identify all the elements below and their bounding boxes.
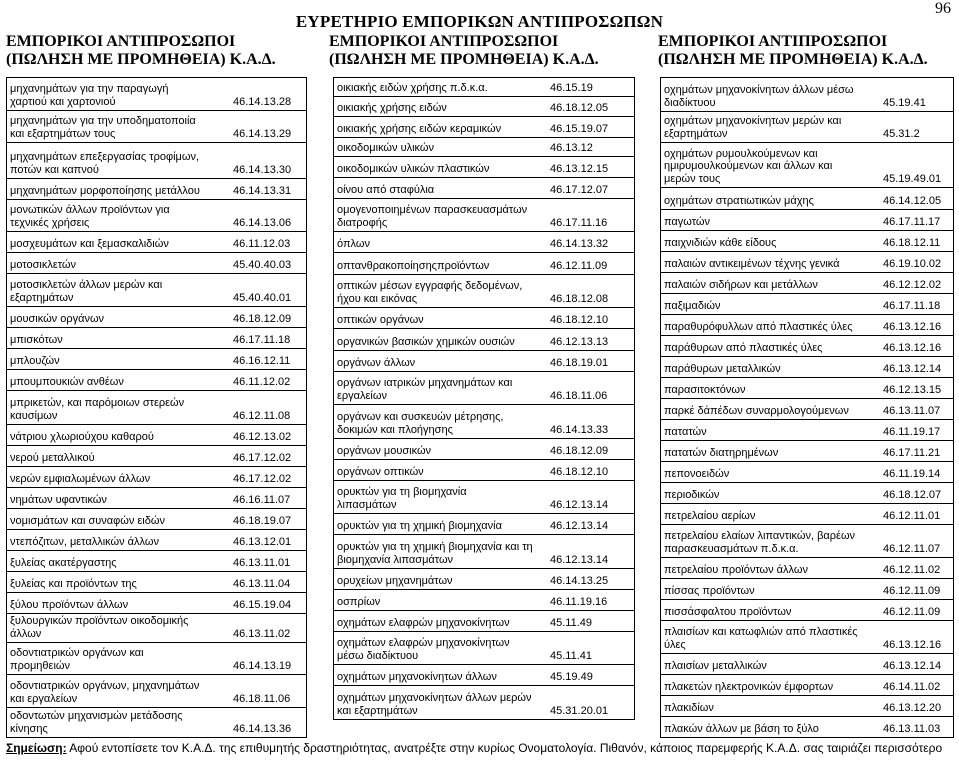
entry-code: 46.13.12.14 <box>883 659 942 672</box>
entry-name: παγωτών <box>664 215 711 228</box>
entry-name: ξύλου προϊόντων άλλων <box>10 598 129 611</box>
index-entry <box>661 252 953 273</box>
index-entry <box>661 462 953 483</box>
page-title: ΕΥΡΕΤΗΡΙΟ ΕΜΠΟΡΙΚΩΝ ΑΝΤΙΠΡΟΣΩΠΩΝ <box>295 12 664 31</box>
index-entry <box>334 232 634 253</box>
entry-code: 46.17.11.21 <box>883 446 941 459</box>
index-entry <box>661 579 953 600</box>
entry-name: μηχανημάτων για την υποδηματοποιία και εξαρτημάτων τους <box>10 115 196 140</box>
entry-name: οχημάτων ρυμουλκούμενων και ημιρυμουλκούμενων και άλλων και μερών τους <box>664 147 833 185</box>
entry-name: οδοντωτών μηχανισμών μετάδοσης κίνησης <box>10 710 183 735</box>
entry-code: 46.16.11.07 <box>233 493 291 506</box>
entry-name: παξιμαδιών <box>664 299 721 312</box>
entry-code: 46.11.19.16 <box>550 595 608 608</box>
entry-code: 45.40.40.01 <box>233 291 292 304</box>
entry-name: νάτριου χλωριούχου καθαρού <box>10 430 154 443</box>
entry-name: πλακιδίων <box>664 701 714 714</box>
entry-name: ορυκτών για τη βιομηχανία λιπασμάτων <box>337 486 467 511</box>
entry-code: 46.14.13.32 <box>550 237 609 250</box>
entry-code: 46.12.13.02 <box>233 430 292 443</box>
index-entry <box>7 467 306 488</box>
entry-code: 45.31.20.01 <box>550 704 609 717</box>
entry-name: ντεπόζιτων, μεταλλικών άλλων <box>10 535 159 548</box>
index-entry <box>334 460 634 481</box>
entry-code: 46.12.11.09 <box>883 605 941 618</box>
entry-code: 46.19.10.02 <box>883 257 942 270</box>
entry-name: οργάνων άλλων <box>337 356 416 369</box>
entry-code: 46.12.11.09 <box>883 584 941 597</box>
entry-code: 46.13.12.16 <box>883 341 942 354</box>
index-entry <box>7 200 306 232</box>
entry-name: ξυλουργικών προϊόντων οικοδομικής άλλων <box>10 615 189 640</box>
entry-name: περιοδικών <box>664 488 720 501</box>
index-entry <box>7 253 306 274</box>
entry-code: 46.12.11.01 <box>883 509 941 522</box>
index-entry <box>661 231 953 252</box>
index-entry <box>661 717 953 737</box>
entry-code: 46.18.11.06 <box>550 389 608 402</box>
entry-code: 46.15.19.07 <box>550 122 609 135</box>
index-entry <box>334 78 634 97</box>
index-entry <box>334 535 634 569</box>
entry-name: παιχνιδιών κάθε είδους <box>664 236 777 249</box>
entry-code: 46.12.11.08 <box>233 409 291 422</box>
entry-code: 46.14.13.06 <box>233 216 292 229</box>
entry-name: πατατών <box>664 425 707 438</box>
entry-name: οπτικών οργάνων <box>337 313 424 326</box>
entry-name: οχημάτων μηχανοκίνητων άλλων μερών και εξαρτημάτων <box>337 692 532 717</box>
entry-code: 46.14.13.25 <box>550 574 609 587</box>
entry-name: οίνου από σταφύλια <box>337 183 435 196</box>
index-entry <box>334 665 634 686</box>
entry-code: 45.19.49 <box>550 670 593 683</box>
index-column-2 <box>333 77 635 720</box>
index-entry <box>7 593 306 614</box>
footnote-text: Αφού εντοπίσετε τον Κ.Α.Δ. της επιθυμητής δραστηριότητας, ανατρέξτε στην κυρίως Ονοματολογία. Πιθανόν, κάποιος παρεμφερής Κ.Α.Δ. σας ταιριάζει περισσότερο <box>66 741 943 755</box>
entry-code: 46.13.11.02 <box>233 627 291 640</box>
entry-code: 46.13.12.15 <box>550 162 609 175</box>
entry-code: 46.17.12.02 <box>233 472 292 485</box>
entry-name: νερού μεταλλικού <box>10 451 95 464</box>
entry-code: 46.14.11.02 <box>883 680 941 693</box>
index-entry <box>7 488 306 509</box>
entry-code: 46.13.11.01 <box>233 556 291 569</box>
entry-code: 46.17.11.16 <box>550 216 608 229</box>
index-entry <box>334 590 634 611</box>
entry-name: οικιακής ειδών χρήσης π.δ.κ.α. <box>337 81 488 94</box>
index-entry <box>7 643 306 675</box>
index-entry <box>661 600 953 621</box>
entry-code: 46.12.13.13 <box>550 335 609 348</box>
entry-name: παρκέ δάπέδων συναρμολογούμενων <box>664 404 849 417</box>
index-entry <box>334 405 634 439</box>
entry-code: 46.12.13.14 <box>550 519 609 532</box>
entry-name: οδοντιατρικών οργάνων, μηχανημάτων και εργαλείων <box>10 680 200 705</box>
index-entry <box>334 157 634 178</box>
entry-code: 46.18.19.07 <box>233 514 292 527</box>
entry-code: 46.14.13.28 <box>233 95 292 108</box>
index-entry <box>7 572 306 593</box>
footnote-lead: Σημείωση: <box>6 741 67 755</box>
entry-code: 46.17.11.18 <box>233 333 291 346</box>
index-entry <box>661 378 953 399</box>
entry-name: πλαισίων και κατωφλιών από πλαστικές ύλες <box>664 626 858 651</box>
entry-name: οχημάτων μηχανοκίνητων άλλων <box>337 670 497 683</box>
entry-code: 46.12.11.07 <box>883 542 941 555</box>
index-entry <box>334 253 634 275</box>
entry-name: ξυλείας ακατέργαστης <box>10 556 117 569</box>
index-entry <box>7 551 306 572</box>
index-entry <box>334 439 634 460</box>
index-entry <box>661 558 953 579</box>
entry-code: 46.15.19.04 <box>233 598 292 611</box>
entry-code: 46.11.12.02 <box>233 375 291 388</box>
index-entry <box>334 138 634 157</box>
index-entry <box>7 232 306 253</box>
index-entry <box>661 143 953 188</box>
index-entry <box>334 372 634 405</box>
entry-name: παράθυρων μεταλλικών <box>664 362 781 375</box>
entry-name: ομογενοποιημένων παρασκευασμάτων διατροφής <box>337 204 528 229</box>
column-header-line1: ΕΜΠΟΡΙΚΟΙ ΑΝΤΙΠΡΟΣΩΠΟΙ <box>6 33 236 50</box>
index-entry <box>334 117 634 138</box>
index-entry <box>334 329 634 351</box>
index-entry <box>334 514 634 535</box>
entry-code: 45.40.40.03 <box>233 258 292 271</box>
entry-code: 46.13.11.07 <box>883 404 941 417</box>
index-entry <box>7 675 306 708</box>
entry-name: μηχανημάτων μορφοποίησης μετάλλου <box>10 184 200 197</box>
index-entry <box>661 78 953 112</box>
entry-name: ορυκτών για τη χημική βιομηχανία <box>337 519 502 532</box>
entry-code: 45.11.41 <box>550 649 593 662</box>
entry-code: 46.11.19.14 <box>883 467 941 480</box>
index-entry <box>334 199 634 232</box>
index-entry <box>661 696 953 717</box>
entry-name: πλακών άλλων με βάση το ξύλο <box>664 722 819 735</box>
entry-name: οχημάτων στρατιωτικών μάχης <box>664 194 814 207</box>
index-column-1 <box>6 77 307 738</box>
entry-code: 46.12.13.14 <box>550 553 609 566</box>
entry-code: 46.13.12.14 <box>883 362 942 375</box>
entry-code: 46.11.12.03 <box>233 237 291 250</box>
index-entry <box>7 274 306 307</box>
entry-code: 46.14.13.31 <box>233 184 292 197</box>
entry-name: νομισμάτων και συναφών ειδών <box>10 514 165 527</box>
index-entry <box>7 614 306 643</box>
entry-code: 46.14.13.29 <box>233 127 292 140</box>
entry-name: νερών εμφιαλωμένων άλλων <box>10 472 151 485</box>
entry-name: ορυχείων μηχανημάτων <box>337 574 453 587</box>
entry-code: 46.12.11.09 <box>550 259 608 272</box>
entry-code: 46.18.12.11 <box>883 236 941 249</box>
entry-code: 46.12.13.14 <box>550 498 609 511</box>
index-entry <box>7 446 306 467</box>
entry-name: οργάνων ιατρικών μηχανημάτων και εργαλείων <box>337 377 513 402</box>
entry-name: οχημάτων ελαφρών μηχανοκίνητων <box>337 616 510 629</box>
index-entry <box>7 391 306 425</box>
entry-code: 46.15.19 <box>550 81 593 94</box>
entry-name: οικοδομικών υλικών πλαστικών <box>337 162 490 175</box>
index-entry <box>661 188 953 210</box>
column-header-line2: (ΠΩΛΗΣΗ ΜΕ ΠΡΟΜΗΘΕΙΑ) Κ.Α.Δ. <box>329 51 599 68</box>
entry-name: οικιακής χρήσης ειδών <box>337 101 447 114</box>
index-entry <box>7 370 306 391</box>
entry-code: 46.12.11.02 <box>883 563 941 576</box>
index-entry <box>334 178 634 199</box>
index-entry <box>7 349 306 370</box>
entry-name: μοσχευμάτων και ξεμασκαλιδιών <box>10 237 169 250</box>
index-entry <box>7 111 306 143</box>
entry-code: 46.17.11.18 <box>883 299 941 312</box>
entry-code: 46.18.11.06 <box>233 692 291 705</box>
entry-name: παρασιτοκτόνων <box>664 383 746 396</box>
entry-name: οικιακής χρήσης ειδών κεραμικών <box>337 122 502 135</box>
entry-name: μπρικετών, και παρόμοιων στερεών καυσίμων <box>10 397 185 422</box>
entry-name: οσπρίων <box>337 595 381 608</box>
entry-name: οργάνων οπτικών <box>337 465 424 478</box>
entry-code: 46.18.12.10 <box>550 465 609 478</box>
entry-code: 46.13.12 <box>550 141 593 154</box>
entry-name: πετρελαίου ελαίων λιπαντικών, βαρέων παρασκευασμάτων π.δ.κ.α. <box>664 530 856 555</box>
footnote <box>6 741 956 756</box>
entry-name: ορυκτών για τη χημική βιομηχανία και τη βιομηχανία λιπασμάτων <box>337 541 533 566</box>
index-entry <box>661 336 953 357</box>
entry-name: παλαιών αντικειμένων τέχνης γενικά <box>664 257 840 270</box>
entry-code: 45.11.49 <box>550 616 593 629</box>
entry-name: μηχανημάτων για την παραγωγή χαρτιού και χαρτονιού <box>10 83 169 108</box>
index-entry <box>334 611 634 632</box>
column-header-line1: ΕΜΠΟΡΙΚΟΙ ΑΝΤΙΠΡΟΣΩΠΟΙ <box>329 33 559 50</box>
entry-code: 46.13.12.01 <box>233 535 292 548</box>
entry-name: πισσάσφαλτου προϊόντων <box>664 605 792 618</box>
index-entry <box>661 112 953 143</box>
index-entry <box>7 509 306 530</box>
entry-name: πίσσας προϊόντων <box>664 584 755 597</box>
entry-name: πετρελαίου προϊόντων άλλων <box>664 563 808 576</box>
entry-name: όπλων <box>337 237 370 250</box>
index-entry <box>7 328 306 349</box>
index-entry <box>661 621 953 654</box>
entry-name: μπουμπουκιών ανθέων <box>10 375 124 388</box>
entry-code: 46.18.12.07 <box>883 488 942 501</box>
index-entry <box>661 315 953 336</box>
entry-name: οικοδομικών υλικών <box>337 141 434 154</box>
entry-name: παλαιών σιδήρων και μετάλλων <box>664 278 818 291</box>
entry-name: ξυλείας και προϊόντων της <box>10 577 137 590</box>
index-entry <box>661 294 953 315</box>
entry-name: πλαισίων μεταλλικών <box>664 659 767 672</box>
entry-name: μηχανημάτων επεξεργασίας τροφίμων, ποτών και καπνού <box>10 151 200 176</box>
entry-name: οπτικών μέσων εγγραφής δεδομένων, ήχου και εικόνας <box>337 280 523 305</box>
index-entry <box>661 420 953 441</box>
entry-code: 46.17.12.02 <box>233 451 292 464</box>
page-number: 96 <box>935 0 951 17</box>
index-entry <box>7 530 306 551</box>
entry-code: 46.14.13.33 <box>550 423 609 436</box>
entry-name: πλακετών ηλεκτρονικών έμφορτων <box>664 680 834 693</box>
index-entry <box>661 675 953 696</box>
entry-name: οχημάτων μηχανοκίνητων άλλων μέσω διαδίκτυου <box>664 84 854 109</box>
index-entry <box>334 97 634 117</box>
column-header-line2: (ΠΩΛΗΣΗ ΜΕ ΠΡΟΜΗΘΕΙΑ) Κ.Α.Δ. <box>6 51 276 68</box>
index-entry <box>334 308 634 329</box>
index-entry <box>661 399 953 420</box>
entry-code: 45.31.2 <box>883 127 920 140</box>
entry-code: 46.17.11.17 <box>883 215 941 228</box>
index-entry <box>334 275 634 308</box>
index-entry <box>661 357 953 378</box>
entry-code: 46.13.11.03 <box>883 722 941 735</box>
entry-code: 45.19.49.01 <box>883 172 942 185</box>
index-entry <box>661 441 953 462</box>
index-entry <box>661 273 953 294</box>
entry-name: οργάνων και συσκευών μέτρησης, δοκιμών και πλοήγησης <box>337 411 504 436</box>
entry-name: οργανικών βασικών χημικών ουσιών <box>337 335 515 348</box>
entry-code: 46.18.12.09 <box>550 444 609 457</box>
index-column-3 <box>660 77 954 738</box>
entry-code: 46.11.19.17 <box>883 425 941 438</box>
entry-code: 46.14.13.36 <box>233 722 292 735</box>
entry-code: 46.16.12.11 <box>233 354 291 367</box>
entry-code: 46.18.12.05 <box>550 101 609 114</box>
index-entry <box>7 425 306 446</box>
entry-name: μπισκότων <box>10 333 63 346</box>
entry-name: πατατών διατηρημένων <box>664 446 779 459</box>
index-entry <box>661 654 953 675</box>
entry-code: 46.17.12.07 <box>550 183 609 196</box>
entry-name: μπλουζών <box>10 354 60 367</box>
entry-name: οχημάτων μηχανοκίνητων μερών και εξαρτημάτων <box>664 115 842 140</box>
column-header-line2: (ΠΩΛΗΣΗ ΜΕ ΠΡΟΜΗΘΕΙΑ) Κ.Α.Δ. <box>658 51 928 68</box>
index-entry <box>661 525 953 558</box>
entry-code: 46.14.13.19 <box>233 659 292 672</box>
entry-name: πετρελαίου αερίων <box>664 509 756 522</box>
entry-name: οπτανθρακοποίησηςπροϊόντων <box>337 259 490 272</box>
index-entry <box>661 210 953 231</box>
entry-name: παραθυρόφυλλων από πλαστικές ύλες <box>664 320 853 333</box>
entry-name: μοτοσικλετών άλλων μερών και εξαρτημάτων <box>10 279 163 304</box>
entry-name: νημάτων υφαντικών <box>10 493 107 506</box>
entry-code: 46.14.12.05 <box>883 194 942 207</box>
entry-code: 46.18.12.08 <box>550 292 609 305</box>
index-entry <box>334 351 634 372</box>
index-entry <box>661 504 953 525</box>
entry-code: 46.13.11.04 <box>233 577 291 590</box>
entry-code: 46.13.12.16 <box>883 320 942 333</box>
index-entry <box>661 483 953 504</box>
index-entry <box>7 307 306 328</box>
index-entry <box>334 569 634 590</box>
entry-name: πεπονοειδών <box>664 467 730 480</box>
entry-name: μοτοσικλετών <box>10 258 77 271</box>
column-header-1 <box>6 33 276 69</box>
entry-name: μονωτικών άλλων προϊόντων για τεχνικές χρήσεις <box>10 204 170 229</box>
column-header-line1: ΕΜΠΟΡΙΚΟΙ ΑΝΤΙΠΡΟΣΩΠΟΙ <box>658 33 888 50</box>
entry-code: 46.18.19.01 <box>550 356 609 369</box>
column-header-3 <box>658 33 928 69</box>
entry-name: οδοντιατρικών οργάνων και προμηθειών <box>10 647 144 672</box>
entry-code: 46.12.12.02 <box>883 278 942 291</box>
index-entry <box>334 481 634 514</box>
entry-code: 46.18.12.10 <box>550 313 609 326</box>
index-entry <box>334 632 634 665</box>
index-entry <box>7 143 306 179</box>
entry-name: οχημάτων ελαφρών μηχανοκίνητων μέσω διαδίκτυου <box>337 637 510 662</box>
entry-code: 46.13.12.16 <box>883 638 942 651</box>
entry-name: οργάνων μουσικών <box>337 444 432 457</box>
entry-code: 46.13.12.20 <box>883 701 942 714</box>
entry-name: μουσικών οργάνων <box>10 312 105 325</box>
index-entry <box>7 179 306 200</box>
entry-code: 46.14.13.30 <box>233 163 292 176</box>
index-entry <box>334 686 634 719</box>
index-entry <box>7 708 306 737</box>
index-entry <box>7 78 306 111</box>
column-header-2 <box>329 33 599 69</box>
entry-code: 46.18.12.09 <box>233 312 292 325</box>
entry-code: 45.19.41 <box>883 96 926 109</box>
entry-code: 46.12.13.15 <box>883 383 942 396</box>
entry-name: παράθυρων από πλαστικές ύλες <box>664 341 823 354</box>
